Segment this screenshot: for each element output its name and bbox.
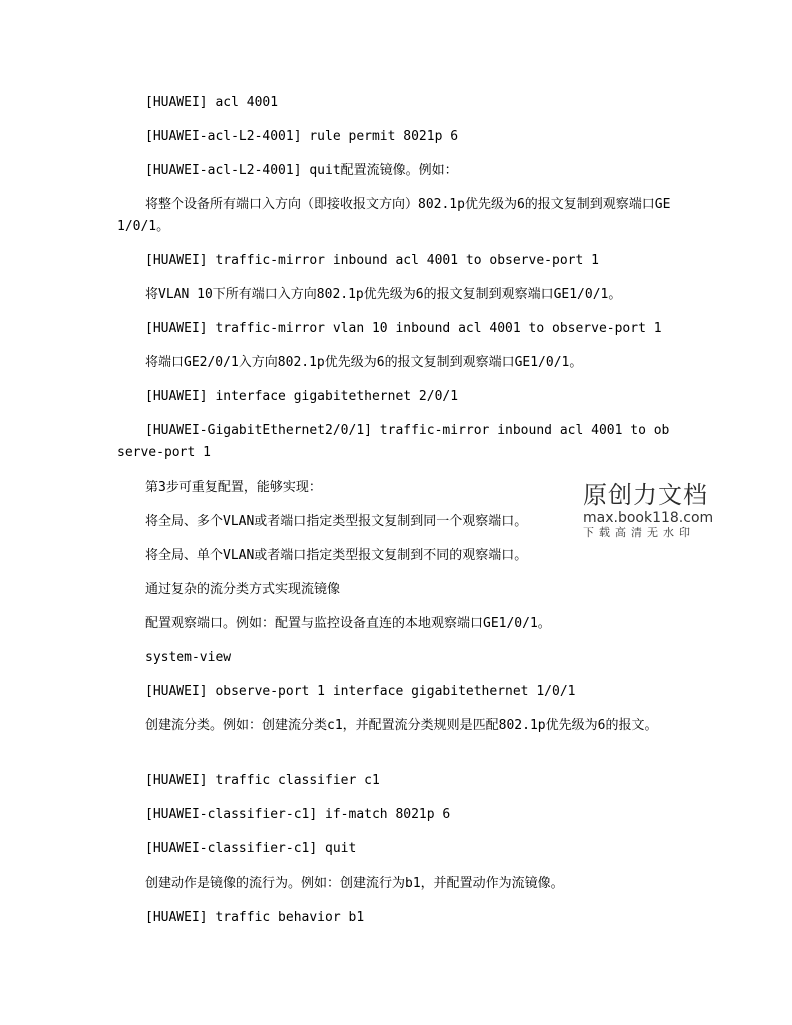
paragraph-5: [HUAWEI] traffic-mirror inbound acl 4001 to observe-port 1 xyxy=(145,253,599,268)
paragraph-2: [HUAWEI-acl-L2-4001] rule permit 8021p 6 xyxy=(145,129,459,144)
paragraph-3: [HUAWEI-acl-L2-4001] quit配置流镜像。例如： xyxy=(145,163,458,178)
paragraph-15: 配置观察端口。例如：配置与监控设备直连的本地观察端口GE1/0/1。 xyxy=(145,616,551,631)
paragraph-10: [HUAWEI-GigabitEthernet2/0/1] traffic-mirror inbound acl 4001 to observe-port 1 xyxy=(117,423,670,460)
paragraph-16: system-view xyxy=(145,650,232,665)
paragraph-13: 将全局、单个VLAN或者端口指定类型报文复制到不同的观察端口。 xyxy=(145,548,528,563)
watermark-url: max.book118.com xyxy=(583,510,714,526)
paragraph-23: [HUAWEI] traffic behavior b1 xyxy=(145,910,365,925)
paragraph-11: 第3步可重复配置，能够实现： xyxy=(145,480,322,495)
paragraph-22: 创建动作是镜像的流行为。例如：创建流行为b1，并配置动作为流镜像。 xyxy=(145,876,564,891)
watermark xyxy=(583,480,713,540)
paragraph-7: [HUAWEI] traffic-mirror vlan 10 inbound acl 4001 to observe-port 1 xyxy=(145,321,662,336)
paragraph-9: [HUAWEI] interface gigabitethernet 2/0/1 xyxy=(145,389,459,404)
paragraph-17: [HUAWEI] observe-port 1 interface gigabitethernet 1/0/1 xyxy=(145,684,576,699)
paragraph-8: 将端口GE2/0/1入方向802.1p优先级为6的报文复制到观察端口GE1/0/1。 xyxy=(145,355,583,370)
paragraph-12: 将全局、多个VLAN或者端口指定类型报文复制到同一个观察端口。 xyxy=(145,514,528,529)
watermark-subtitle: 下载高清无水印 xyxy=(583,526,695,539)
paragraph-19: [HUAWEI] traffic classifier c1 xyxy=(145,773,380,788)
paragraph-20: [HUAWEI-classifier-c1] if-match 8021p 6 xyxy=(145,807,451,822)
paragraph-1: [HUAWEI] acl 4001 xyxy=(145,95,279,110)
paragraph-14: 通过复杂的流分类方式实现流镜像 xyxy=(145,582,341,597)
paragraph-4: 将整个设备所有端口入方向（即接收报文方向）802.1p优先级为6的报文复制到观察端口GE1/0/1。 xyxy=(117,197,671,234)
paragraph-18: 创建流分类。例如：创建流分类c1，并配置流分类规则是匹配802.1p优先级为6的报文。 xyxy=(145,718,658,733)
paragraph-21: [HUAWEI-classifier-c1] quit xyxy=(145,841,357,856)
paragraph-6: 将VLAN 10下所有端口入方向802.1p优先级为6的报文复制到观察端口GE1/0/1。 xyxy=(145,287,622,302)
watermark-title: 原创力文档 xyxy=(583,481,708,509)
